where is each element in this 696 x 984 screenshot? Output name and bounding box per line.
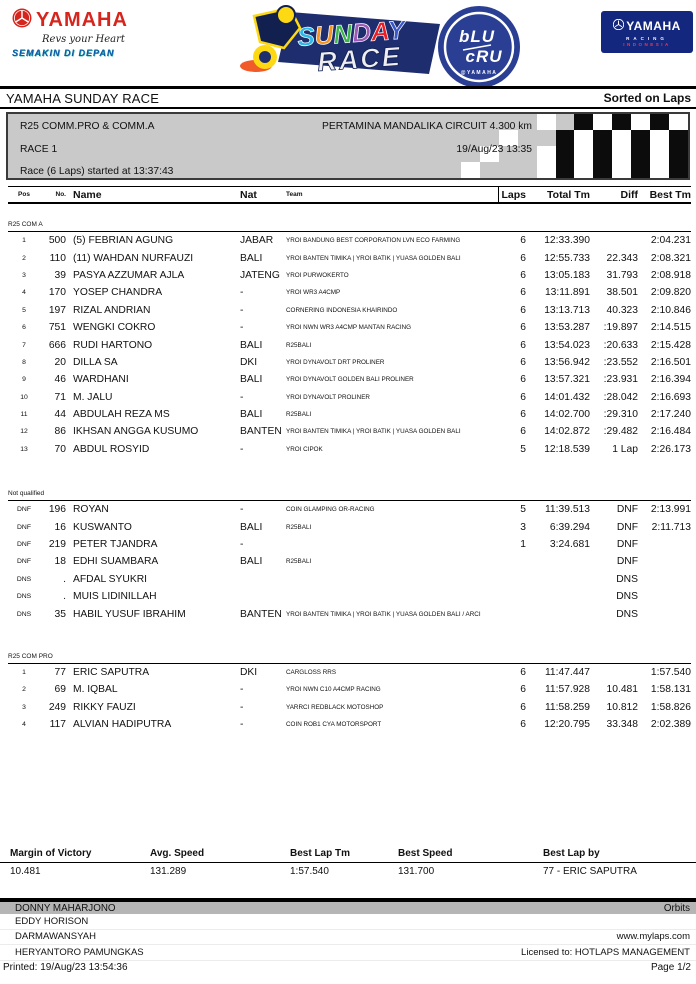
section-label: R25 COM PRO	[8, 652, 53, 660]
cell-laps: 6	[520, 252, 526, 264]
cell-best: 1:57.540	[650, 667, 691, 678]
racing-label: RACING	[626, 36, 668, 41]
cell-team: YROI DYNAVOLT DRT PROLINER	[286, 358, 385, 366]
page-footer	[0, 898, 696, 961]
official-name: DARMAWANSYAH	[15, 931, 96, 943]
cell-team: COIN GLAMPING OR-RACING	[286, 506, 375, 514]
cell-pos: DNF	[17, 541, 31, 549]
cell-nat: BALI	[240, 339, 263, 351]
cell-name: ALVIAN HADIPUTRA	[73, 719, 172, 731]
cell-no: 666	[48, 339, 66, 351]
event-info-box	[6, 112, 690, 180]
table-row	[8, 681, 691, 698]
cell-name: PASYA AZZUMAR AJLA	[73, 269, 185, 281]
cell-pos: DNS	[16, 610, 32, 618]
official-name: DONNY MAHARJONO	[15, 902, 116, 914]
cell-pos: 3	[22, 271, 26, 279]
cell-nat: BALI	[240, 521, 263, 533]
cell-diff: :19.897	[603, 322, 638, 334]
cell-pos: 13	[20, 445, 28, 453]
cell-total: 12:20.795	[544, 719, 590, 731]
cell-name: HABIL YUSUF IBRAHIM	[73, 608, 186, 620]
result-section	[8, 221, 691, 458]
cell-pos: 4	[22, 721, 26, 729]
cell-name: RIKKY FAUZI	[73, 701, 136, 713]
cell-laps: 6	[520, 269, 526, 281]
cell-laps: 5	[520, 504, 526, 516]
cell-total: 13:13.713	[544, 304, 590, 316]
cell-no: 18	[54, 556, 66, 568]
cell-total: 13:11.891	[544, 287, 590, 299]
cell-no: 69	[54, 684, 66, 696]
cell-diff: DNS	[616, 573, 638, 585]
race-start-info: Race (6 Laps) started at 13:37:43	[20, 166, 174, 177]
cell-no: 500	[48, 235, 66, 247]
col-laps: Laps	[498, 187, 526, 202]
cell-total: 12:18.539	[544, 443, 590, 455]
cell-pos: 10	[20, 393, 28, 401]
cell-total: 6:39.294	[549, 521, 590, 533]
table-row	[8, 284, 691, 301]
cell-laps: 6	[520, 322, 526, 334]
cell-team: YROI BANDUNG BEST CORPORATION LVN ECO FARMING	[286, 237, 461, 245]
yamaha-racing-wordmark: YAMAHA	[626, 19, 681, 33]
cell-nat: -	[240, 504, 244, 516]
cell-name: YOSEP CHANDRA	[73, 287, 163, 299]
cell-pos: 7	[22, 341, 26, 349]
cell-total: 12:33.390	[544, 235, 590, 247]
cell-no: 249	[48, 701, 66, 713]
cell-nat: JATENG	[240, 269, 280, 281]
cell-nat: -	[240, 719, 244, 731]
cell-team: YROI BANTEN TIMIKA | YROI BATIK | YUASA GOLDEN BALI	[286, 428, 461, 436]
sorted-on-laps-label: Sorted on Laps	[603, 91, 691, 105]
cell-no: 197	[48, 304, 66, 316]
cell-best: 2:09.820	[650, 287, 691, 299]
cell-name: EDHI SUAMBARA	[73, 556, 159, 568]
table-row	[8, 389, 691, 406]
race-stats	[0, 848, 696, 884]
cell-pos: DNF	[17, 558, 31, 566]
class-name: R25 COMM.PRO & COMM.A	[20, 121, 155, 132]
table-row	[8, 716, 691, 733]
cell-nat: -	[240, 443, 244, 455]
cell-name: ABDULAH REZA MS	[73, 409, 170, 421]
cell-laps: 6	[520, 374, 526, 386]
table-row	[8, 406, 691, 423]
cell-best: 1:58.826	[650, 701, 691, 713]
cell-best: 2:26.173	[650, 443, 691, 455]
cell-diff: 22.343	[606, 252, 638, 264]
stat-bestlap-label: Best Lap Tm	[290, 848, 351, 859]
official-name: EDDY HORISON	[15, 915, 89, 927]
cell-diff: 1 Lap	[612, 443, 638, 455]
stat-bestspeed-label: Best Speed	[398, 848, 453, 859]
cell-best: 2:14.515	[650, 322, 691, 334]
cell-name: WARDHANI	[73, 374, 129, 386]
svg-text:@YAMAHA: @YAMAHA	[460, 70, 498, 76]
table-row	[8, 441, 691, 458]
cell-pos: 3	[22, 703, 26, 711]
table-row	[8, 664, 691, 681]
cell-name: M. JALU	[73, 391, 113, 403]
cell-total: 14:01.432	[544, 391, 590, 403]
table-row	[8, 536, 691, 553]
yamaha-racing-indonesia-logo	[601, 11, 693, 53]
cell-pos: 5	[22, 306, 26, 314]
cell-nat: BALI	[240, 374, 263, 386]
col-best-tm: Best Tm	[649, 188, 691, 201]
cell-total: 13:54.023	[544, 339, 590, 351]
table-row	[8, 571, 691, 588]
cell-laps: 6	[520, 701, 526, 713]
cell-no: 117	[49, 719, 66, 731]
cell-best: 2:16.394	[650, 374, 691, 386]
cell-pos: 12	[20, 428, 28, 436]
stat-bestlapby-label: Best Lap by	[543, 848, 600, 859]
blu-cru-logo	[437, 5, 521, 94]
stat-bestlapby-value: 77 - ERIC SAPUTRA	[543, 866, 637, 877]
cell-best: 2:04.231	[650, 235, 691, 247]
cell-name: RIZAL ANDRIAN	[73, 304, 151, 316]
race-datetime: 19/Aug/23 13:35	[456, 144, 532, 155]
official-name: HERYANTORO PAMUNGKAS	[15, 946, 144, 958]
cell-best: 2:11.713	[651, 521, 691, 533]
result-section	[8, 653, 691, 734]
table-row	[8, 249, 691, 266]
cell-name: (5) FEBRIAN AGUNG	[73, 235, 174, 247]
cell-pos: 11	[20, 411, 28, 419]
cell-total: 13:56.942	[544, 356, 590, 368]
cell-total: 13:57.321	[544, 374, 590, 386]
cell-total: 11:47.447	[544, 667, 590, 678]
officials-bar	[0, 898, 696, 914]
cell-diff: :29.482	[603, 426, 638, 438]
cell-nat: -	[240, 539, 244, 551]
cell-total: 11:57.928	[544, 684, 590, 696]
col-no: No.	[55, 191, 66, 198]
official-row	[0, 945, 696, 961]
cell-nat: BALI	[240, 556, 263, 568]
page-header	[0, 0, 696, 86]
sunday-text: SUNDAY	[296, 14, 407, 52]
col-nat: Nat	[240, 188, 257, 201]
cell-diff: 40.323	[606, 304, 638, 316]
cell-no: 44	[54, 409, 66, 421]
cell-team: CORNERING INDONESIA KHAIRINDO	[286, 306, 398, 314]
stats-value-row	[0, 866, 696, 884]
page-number: Page 1/2	[650, 962, 691, 973]
cell-name: M. IQBAL	[73, 684, 118, 696]
cell-name: AFDAL SYUKRI	[73, 573, 148, 585]
col-diff: Diff	[620, 188, 638, 201]
cell-diff: 33.348	[606, 719, 638, 731]
cell-name: ERIC SAPUTRA	[73, 667, 150, 678]
table-row	[8, 605, 691, 622]
cell-laps: 1	[520, 539, 526, 551]
cell-nat: DKI	[240, 667, 258, 678]
cell-best: 2:15.428	[650, 339, 691, 351]
stat-avgspeed-value: 131.289	[150, 866, 187, 877]
cell-pos: 9	[22, 376, 26, 384]
cell-total: 14:02.872	[544, 426, 590, 438]
col-pos: Pos	[18, 191, 30, 198]
printed-timestamp: Printed: 19/Aug/23 13:54:36	[3, 962, 128, 973]
cell-no: 219	[48, 539, 66, 551]
cell-pos: 4	[22, 289, 26, 297]
cell-team: R25BALI	[286, 411, 312, 419]
cell-diff: DNS	[616, 591, 638, 603]
cell-diff: 10.812	[606, 701, 638, 713]
cell-pos: 2	[22, 686, 26, 694]
cell-no: 170	[48, 287, 66, 299]
cell-name: (11) WAHDAN NURFAUZI	[73, 252, 194, 264]
cell-team: COIN ROB1 CYA MOTORSPORT	[286, 721, 382, 729]
col-name: Name	[73, 188, 102, 201]
cell-pos: DNF	[17, 523, 31, 531]
cell-diff: :20.633	[603, 339, 638, 351]
cell-team: YROI BANTEN TIMIKA | YROI BATIK | YUASA GOLDEN BALI / ARCI	[286, 610, 481, 618]
cell-team: YROI PURWOKERTO	[286, 271, 349, 279]
cell-best: 2:16.693	[650, 391, 691, 403]
cell-nat: BALI	[240, 252, 263, 264]
yamaha-tagline: Revs your Heart	[42, 34, 125, 45]
cell-diff: :29.310	[603, 409, 638, 421]
cell-laps: 5	[520, 443, 526, 455]
cell-pos: 6	[22, 324, 26, 332]
cell-total: 11:58.259	[544, 701, 590, 713]
cell-laps: 6	[520, 719, 526, 731]
cell-diff: DNF	[616, 521, 638, 533]
cell-diff: 31.793	[606, 269, 638, 281]
cell-team: YROI DYNAVOLT GOLDEN BALI PROLINER	[286, 376, 414, 384]
cell-no: 196	[48, 504, 66, 516]
stat-bestspeed-value: 131.700	[398, 866, 435, 877]
table-row	[8, 501, 691, 518]
stats-header-row	[0, 848, 696, 863]
page-title: YAMAHA SUNDAY RACE	[6, 90, 160, 106]
cell-best: 2:08.321	[650, 252, 691, 264]
cell-diff: :23.552	[603, 356, 638, 368]
table-row	[8, 232, 691, 249]
cell-laps: 6	[520, 304, 526, 316]
cell-nat: -	[240, 701, 244, 713]
table-row	[8, 371, 691, 388]
cell-pos: 1	[22, 237, 26, 245]
yamaha-tuning-fork-icon	[12, 8, 32, 33]
cell-diff: DNS	[616, 608, 638, 620]
stat-bestlap-value: 1:57.540	[290, 866, 329, 877]
website-label: www.mylaps.com	[616, 931, 690, 943]
cell-laps: 6	[520, 426, 526, 438]
cell-diff: :28.042	[603, 391, 638, 403]
cell-team: YROI DYNAVOLT PROLINER	[286, 393, 370, 401]
cell-best: 2:08.918	[650, 269, 691, 281]
cell-laps: 6	[520, 356, 526, 368]
table-row	[8, 588, 691, 605]
cell-pos: DNS	[16, 575, 32, 583]
cell-best: 2:17.240	[650, 409, 691, 421]
circuit-name: PERTAMINA MANDALIKA CIRCUIT 4.300 km	[322, 121, 532, 132]
cell-no: .	[63, 573, 66, 585]
rider-helmet-shape	[277, 6, 295, 24]
cell-diff: DNF	[616, 504, 638, 516]
cell-no: 70	[54, 443, 66, 455]
cell-no: 77	[54, 667, 66, 678]
yamaha-slogan: SEMAKIN DI DEPAN	[12, 48, 115, 58]
cell-name: RUDI HARTONO	[73, 339, 153, 351]
cell-nat: DKI	[240, 356, 258, 368]
orbits-label: Orbits	[663, 902, 690, 914]
cell-name: ABDUL ROSYID	[73, 443, 150, 455]
table-header-row	[8, 186, 691, 204]
cell-laps: 6	[520, 235, 526, 247]
race-number: RACE 1	[20, 144, 58, 155]
cell-nat: -	[240, 391, 244, 403]
race-text: RACE	[316, 41, 403, 77]
cell-nat: BANTEN	[240, 426, 282, 438]
cell-team: YROI BANTEN TIMIKA | YROI BATIK | YUASA GOLDEN BALI	[286, 254, 461, 262]
col-team: Team	[286, 191, 303, 198]
section-label: R25 COM A	[8, 221, 43, 228]
cell-total: 3:24.681	[549, 539, 590, 551]
cell-no: 71	[54, 391, 66, 403]
cell-no: 751	[48, 322, 66, 334]
stat-margin-label: Margin of Victory	[10, 848, 92, 859]
cell-name: IKHSAN ANGGA KUSUMO	[73, 426, 199, 438]
cell-nat: -	[240, 287, 244, 299]
cell-no: .	[63, 591, 66, 603]
cell-no: 86	[54, 426, 66, 438]
results-table	[8, 186, 691, 733]
stat-margin-value: 10.481	[10, 866, 41, 877]
table-row	[8, 553, 691, 570]
section-label: Not qualified	[8, 490, 45, 498]
cell-no: 39	[54, 269, 66, 281]
cell-diff: 10.481	[606, 684, 638, 696]
table-row	[8, 423, 691, 440]
table-row	[8, 302, 691, 319]
yamaha-wordmark: YAMAHA	[36, 9, 128, 31]
cell-laps: 6	[520, 409, 526, 421]
cell-name: WENGKI COKRO	[73, 322, 156, 334]
cell-laps: 6	[520, 339, 526, 351]
cell-best: 2:16.501	[650, 356, 691, 368]
cell-nat: BALI	[240, 409, 263, 421]
yamaha-tuning-fork-icon-white	[613, 17, 624, 35]
cell-pos: DNF	[17, 506, 31, 514]
svg-text:cRU: cRU	[465, 47, 503, 66]
stat-avgspeed-label: Avg. Speed	[150, 848, 205, 859]
cell-team: YARRCI REDBLACK MOTOSHOP	[286, 703, 384, 711]
cell-team: YROI CIPOK	[286, 445, 323, 453]
cell-no: 16	[54, 521, 66, 533]
cell-nat: -	[240, 322, 244, 334]
table-row	[8, 267, 691, 284]
cell-no: 20	[54, 356, 66, 368]
cell-team: CARGLOSS RRS	[286, 669, 337, 676]
cell-name: PETER TJANDRA	[73, 539, 158, 551]
official-row	[0, 930, 696, 946]
title-bar	[0, 86, 696, 109]
cell-pos: 1	[22, 669, 26, 676]
indonesia-label: INDONESIA	[623, 42, 671, 47]
cell-team: R25BALI	[286, 341, 312, 349]
cell-name: MUIS LIDINILLAH	[73, 591, 157, 603]
yamaha-logo-left	[12, 8, 172, 58]
cell-laps: 3	[520, 521, 526, 533]
cell-laps: 6	[520, 667, 526, 678]
cell-no: 110	[49, 252, 66, 264]
cell-team: R25BALI	[286, 558, 312, 566]
cell-diff: DNF	[616, 539, 638, 551]
cell-diff: 38.501	[606, 287, 638, 299]
col-total-tm: Total Tm	[547, 188, 590, 201]
cell-laps: 6	[520, 287, 526, 299]
official-row	[0, 914, 696, 930]
table-row	[8, 699, 691, 716]
cell-best: 2:16.484	[650, 426, 691, 438]
cell-team: YROI NWN WR3 A4CMP MANTAN RACING	[286, 324, 412, 332]
cell-best: 2:13.991	[650, 504, 691, 516]
table-row	[8, 319, 691, 336]
cell-nat: -	[240, 304, 244, 316]
cell-total: 13:05.183	[544, 269, 590, 281]
cell-pos: 8	[22, 358, 26, 366]
result-section	[8, 490, 691, 623]
cell-total: 12:55.733	[544, 252, 590, 264]
print-info-row	[0, 962, 696, 973]
cell-diff: :23.931	[603, 374, 638, 386]
cell-no: 46	[54, 374, 66, 386]
sunday-race-logo	[232, 0, 442, 89]
cell-nat: -	[240, 684, 244, 696]
cell-name: ROYAN	[73, 504, 109, 516]
cell-name: KUSWANTO	[73, 521, 132, 533]
cell-nat: BANTEN	[240, 608, 282, 620]
cell-laps: 6	[520, 684, 526, 696]
cell-team: YROI NWN C10 A4CMP RACING	[286, 686, 381, 694]
cell-best: 1:58.131	[650, 684, 691, 696]
svg-text:bLU: bLU	[458, 27, 496, 46]
table-row	[8, 518, 691, 535]
cell-total: 13:53.287	[544, 322, 590, 334]
cell-best: 2:10.846	[650, 304, 691, 316]
cell-team: R25BALI	[286, 523, 312, 531]
cell-pos: DNS	[16, 593, 32, 601]
cell-team: YROI WR3 A4CMP	[286, 289, 341, 297]
cell-diff: DNF	[616, 556, 638, 568]
cell-best: 2:02.389	[650, 719, 691, 731]
table-row	[8, 354, 691, 371]
cell-nat: JABAR	[240, 235, 274, 247]
cell-total: 14:02.700	[544, 409, 590, 421]
table-row	[8, 336, 691, 353]
cell-laps: 6	[520, 391, 526, 403]
cell-no: 35	[54, 608, 66, 620]
licensed-to-label: Licensed to: HOTLAPS MANAGEMENT	[521, 946, 690, 958]
cell-total: 11:39.513	[544, 504, 590, 516]
cell-name: DILLA SA	[73, 356, 118, 368]
cell-pos: 2	[22, 254, 26, 262]
